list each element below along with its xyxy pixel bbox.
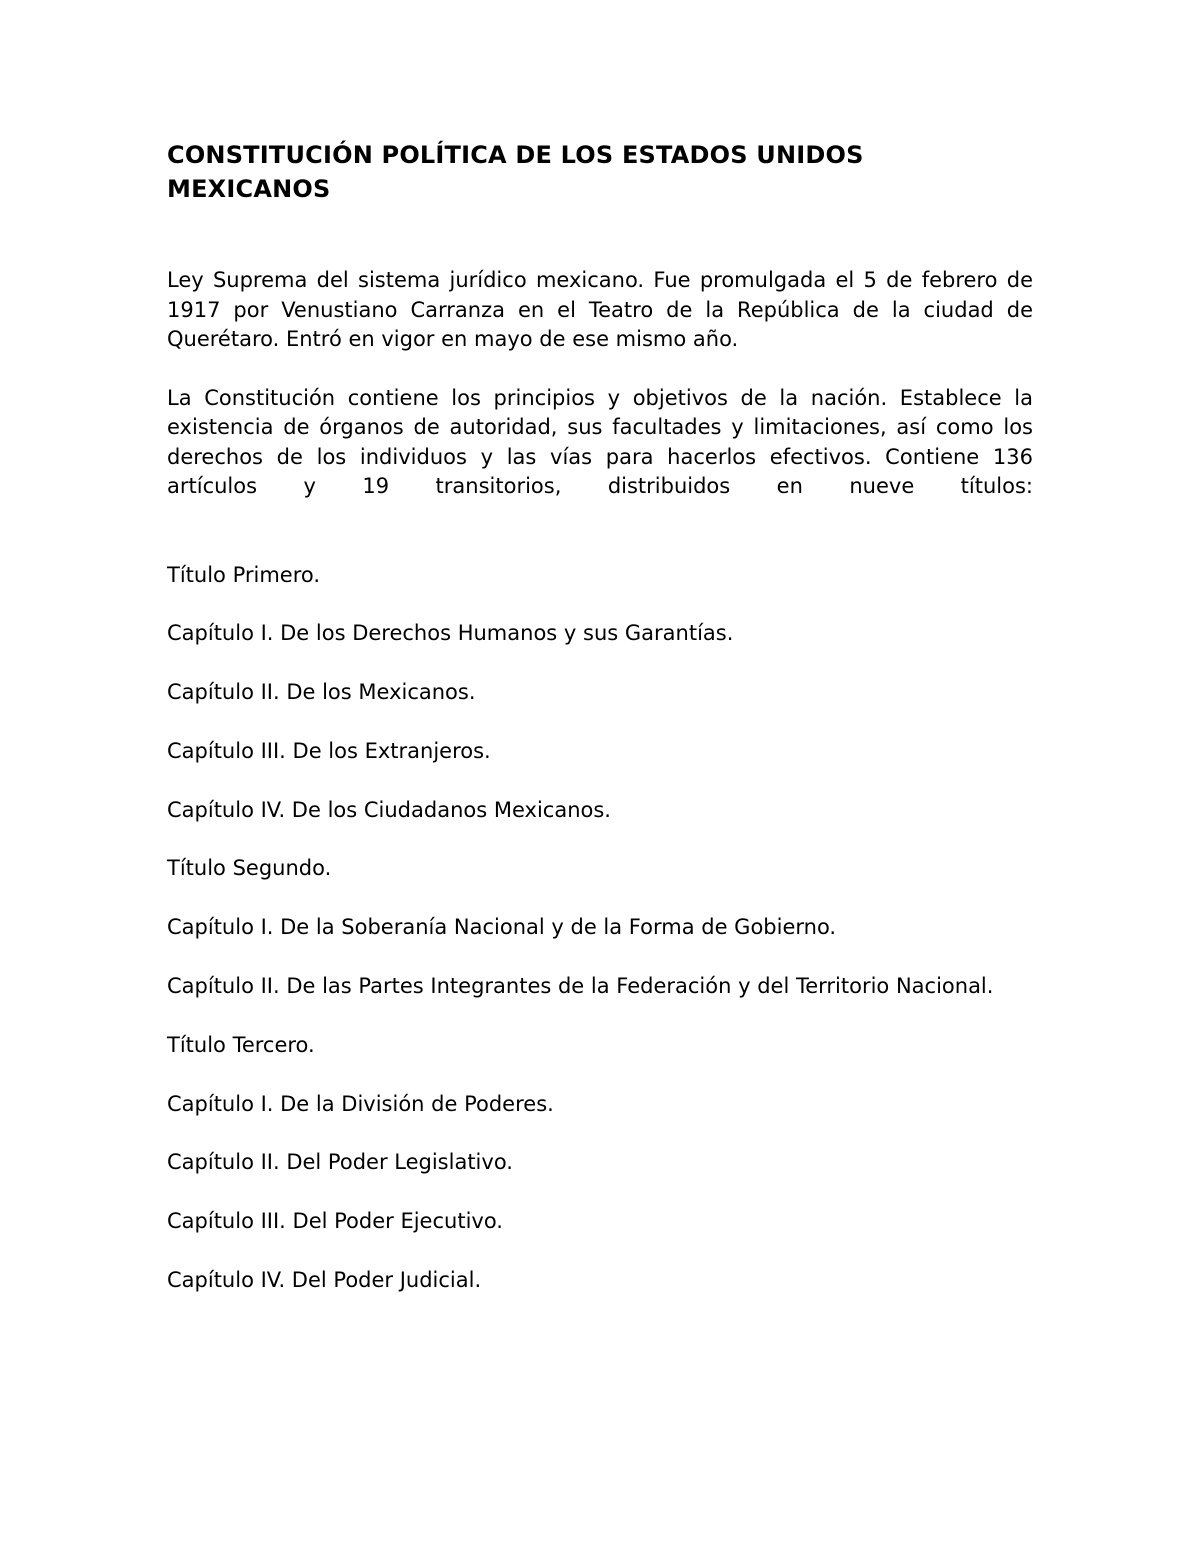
toc-item-capitulo: Capítulo III. De los Extranjeros.	[167, 738, 491, 763]
toc-item-capitulo: Capítulo IV. Del Poder Judicial.	[167, 1268, 482, 1293]
toc-item-capitulo: Capítulo IV. De los Ciudadanos Mexicanos.	[167, 797, 611, 822]
table-of-contents	[167, 561, 1033, 1296]
toc-item-titulo-tercero: Título Tercero.	[167, 1032, 315, 1057]
toc-item-capitulo: Capítulo II. De las Partes Integrantes de la Federación y del Territorio Nacional.	[167, 974, 994, 999]
content-paragraph: La Constitución contiene los principios y objetivos de la nación. Establece la existencia de órganos de autoridad, sus facultades y limitaciones, así como los derechos de los individuos y las vías para hacerlos efectivos. Contiene 136 artículos y 19 transitorios, distribuidos en nueve títulos:	[167, 385, 1033, 498]
toc-item-capitulo: Capítulo I. De los Derechos Humanos y sus Garantías.	[167, 621, 734, 646]
document-title: CONSTITUCIÓN POLÍTICA DE LOS ESTADOS UNIDOS MEXICANOS	[167, 141, 864, 203]
toc-item-titulo-segundo: Título Segundo.	[167, 856, 332, 881]
toc-item-capitulo: Capítulo II. De los Mexicanos.	[167, 680, 476, 705]
toc-item-titulo-primero: Título Primero.	[167, 562, 321, 587]
toc-item-capitulo: Capítulo I. De la Soberanía Nacional y de la Forma de Gobierno.	[167, 915, 837, 940]
toc-item-capitulo: Capítulo I. De la División de Poderes.	[167, 1091, 554, 1116]
intro-paragraph: Ley Suprema del sistema jurídico mexicano. Fue promulgada el 5 de febrero de 1917 por Venustiano Carranza en el Teatro de la República de la ciudad de Querétaro. Entró en vigor en mayo de ese mismo año.	[167, 268, 1033, 351]
toc-item-capitulo: Capítulo III. Del Poder Ejecutivo.	[167, 1209, 503, 1234]
toc-item-capitulo: Capítulo II. Del Poder Legislativo.	[167, 1150, 513, 1175]
document-page	[167, 138, 1033, 1325]
